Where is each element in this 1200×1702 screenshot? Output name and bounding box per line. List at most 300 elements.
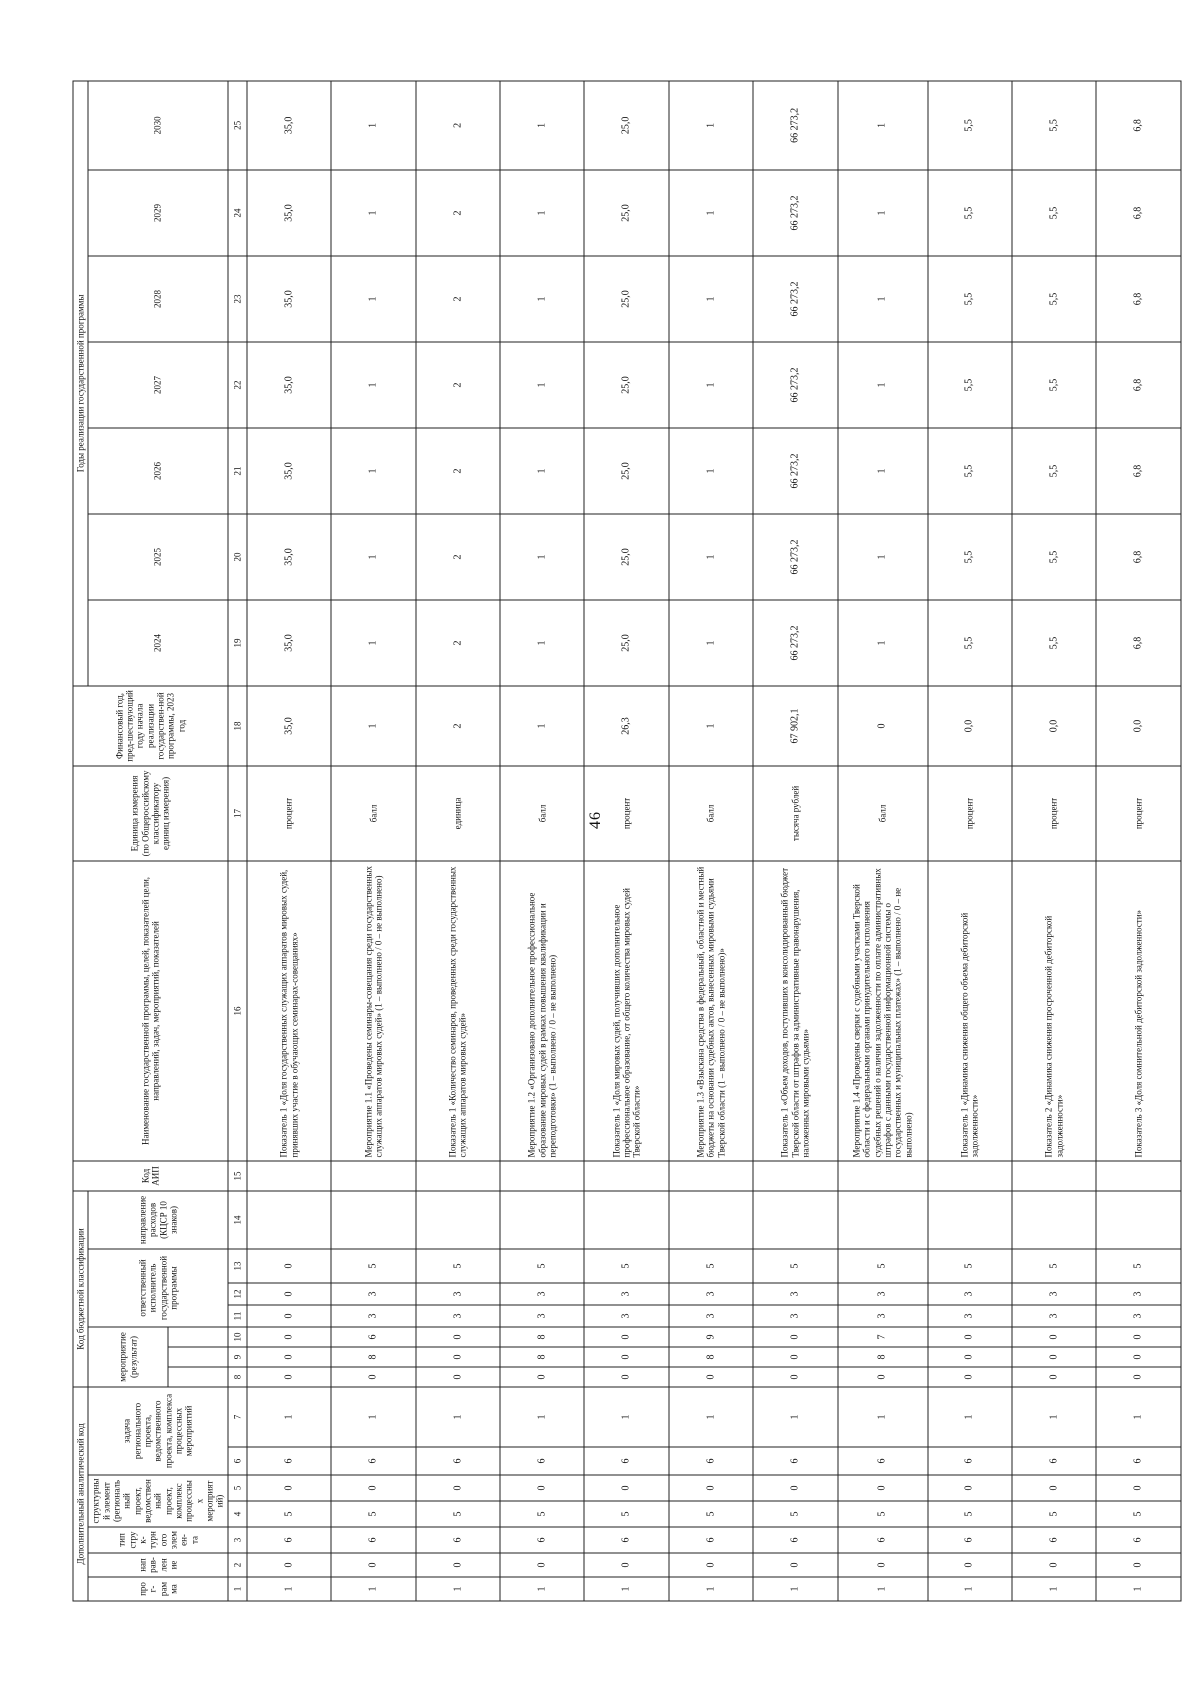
- fin-year-cell: 0,0: [1012, 685, 1096, 765]
- year-value-cell: 1: [669, 599, 753, 685]
- code-cell: 0: [1096, 1327, 1180, 1347]
- code-cell: 0: [669, 1553, 753, 1577]
- code-cell: 5: [669, 1501, 753, 1527]
- code-cell: 0: [669, 1475, 753, 1501]
- code-cell: 1: [584, 1577, 668, 1601]
- code-cell: 6: [838, 1447, 928, 1475]
- year-value-cell: 35,0: [247, 80, 331, 169]
- code-cell: 0: [753, 1553, 837, 1577]
- fin-year-cell: 1: [669, 685, 753, 765]
- code-cell: 3: [1012, 1305, 1096, 1327]
- column-number: 17: [228, 765, 247, 860]
- code-cell: 3: [500, 1283, 584, 1305]
- year-value-cell: 2: [416, 169, 500, 255]
- table-row: [928, 80, 1012, 1600]
- code-cell: 1: [500, 1577, 584, 1601]
- code-cell: 5: [416, 1249, 500, 1283]
- napr-rash-cell: [1096, 1190, 1180, 1248]
- code-cell: 3: [1012, 1283, 1096, 1305]
- year-value-cell: 6,8: [1096, 169, 1180, 255]
- indicator-name-cell: Показатель 2 «Динамика снижения просроченной дебиторской задолженности»: [1012, 860, 1096, 1160]
- table-row: [838, 80, 928, 1600]
- indicator-name-cell: Мероприятие 1.4 «Проведены сверки с судебными участками Тверской области и с федеральными органами принудительного исполнения судебных решений о наличии задолженности по оплате административных штрафов с данными государственной информационной системы о государственных и муниципальных платежах» (1 – выполнено / 0 – не выполнено): [838, 860, 928, 1160]
- napr-rash-cell: [753, 1190, 837, 1248]
- year-value-cell: 2: [416, 427, 500, 513]
- napr-rash-cell: [928, 1190, 1012, 1248]
- year-value-cell: 1: [331, 513, 415, 599]
- code-cell: 5: [416, 1501, 500, 1527]
- indicator-name-cell: Показатель 1 «Доля мировых судей, получивших дополнительное профессиональное образование, от общего количества мировых судей Тверской области»: [584, 860, 668, 1160]
- unit-cell: балл: [500, 765, 584, 860]
- code-cell: 5: [838, 1501, 928, 1527]
- code-cell: 0: [1096, 1367, 1180, 1387]
- year-value-cell: 1: [500, 513, 584, 599]
- column-number: 24: [228, 169, 247, 255]
- year-value-cell: 5,5: [1012, 255, 1096, 341]
- code-cell: 5: [500, 1249, 584, 1283]
- unit-cell: тысяча рублей: [753, 765, 837, 860]
- header-napr-rash: направление расходов (КЦСР 10 знаков): [88, 1190, 227, 1248]
- table-row: [669, 80, 753, 1600]
- code-cell: 6: [1096, 1527, 1180, 1553]
- column-number: 1: [228, 1577, 247, 1601]
- code-cell: 0: [500, 1553, 584, 1577]
- unit-cell: процент: [928, 765, 1012, 860]
- column-number: 20: [228, 513, 247, 599]
- column-number: 14: [228, 1190, 247, 1248]
- unit-cell: балл: [838, 765, 928, 860]
- year-value-cell: 1: [838, 341, 928, 427]
- year-value-cell: 1: [500, 80, 584, 169]
- code-cell: 0: [753, 1367, 837, 1387]
- year-value-cell: 5,5: [928, 255, 1012, 341]
- code-cell: 0: [584, 1327, 668, 1347]
- code-cell: 0: [753, 1347, 837, 1367]
- aip-cell: [928, 1160, 1012, 1190]
- napr-rash-cell: [584, 1190, 668, 1248]
- code-cell: 0: [584, 1475, 668, 1501]
- header-meropr: мероприятие (результат): [88, 1327, 167, 1387]
- code-cell: 8: [331, 1347, 415, 1367]
- header-budget-code: Код бюджетной классификации: [73, 1190, 88, 1386]
- year-value-cell: 66 273,2: [753, 513, 837, 599]
- code-cell: 1: [416, 1577, 500, 1601]
- year-value-cell: 66 273,2: [753, 169, 837, 255]
- year-value-cell: 1: [331, 341, 415, 427]
- column-number: 9: [228, 1347, 247, 1367]
- napr-rash-cell: [1012, 1190, 1096, 1248]
- year-value-cell: 66 273,2: [753, 255, 837, 341]
- code-cell: 6: [669, 1447, 753, 1475]
- code-cell: 0: [416, 1327, 500, 1347]
- year-value-cell: 5,5: [928, 427, 1012, 513]
- year-value-cell: 5,5: [1012, 513, 1096, 599]
- indicator-name-cell: Мероприятие 1.2 «Организовано дополнительное профессиональное образование мировых судей в рамках повышения квалификации и переподготовки» (1 – выполнено / 0 – не выполнено): [500, 860, 584, 1160]
- year-value-cell: 1: [669, 427, 753, 513]
- code-cell: 5: [669, 1249, 753, 1283]
- fin-year-cell: 67 902,1: [753, 685, 837, 765]
- code-cell: 5: [584, 1249, 668, 1283]
- column-number: 25: [228, 80, 247, 169]
- code-cell: 3: [584, 1283, 668, 1305]
- year-value-cell: 5,5: [928, 599, 1012, 685]
- code-cell: 8: [500, 1327, 584, 1347]
- header-otvet: ответственный исполнитель государственной программы: [88, 1249, 227, 1327]
- code-cell: 0: [247, 1249, 331, 1283]
- year-value-cell: 1: [500, 427, 584, 513]
- code-cell: 9: [669, 1327, 753, 1347]
- code-cell: 5: [331, 1249, 415, 1283]
- indicator-name-cell: Показатель 1 «Доля государственных служащих аппаратов мировых судей, принявших участие в обучающих семинарах-совещаниях»: [247, 860, 331, 1160]
- indicator-name-cell: Мероприятие 1.1 «Проведены семинары-совещания среди государственных служащих аппаратов мировых судей» (1 – выполнено / 0 – не выполнено): [331, 860, 415, 1160]
- table-row: [584, 80, 668, 1600]
- code-cell: 3: [1096, 1305, 1180, 1327]
- code-cell: 0: [500, 1475, 584, 1501]
- code-cell: 5: [928, 1501, 1012, 1527]
- code-cell: 0: [838, 1475, 928, 1501]
- code-cell: 0: [1096, 1475, 1180, 1501]
- year-value-cell: 1: [838, 427, 928, 513]
- column-number: 16: [228, 860, 247, 1160]
- aip-cell: [500, 1160, 584, 1190]
- year-value-cell: 35,0: [247, 341, 331, 427]
- aip-cell: [247, 1160, 331, 1190]
- code-cell: 0: [753, 1327, 837, 1347]
- header-meropr-sub-1: [168, 1367, 228, 1387]
- code-cell: 0: [1012, 1475, 1096, 1501]
- header-year-2029: 2029: [88, 169, 227, 255]
- code-cell: 6: [331, 1447, 415, 1475]
- year-value-cell: 35,0: [247, 169, 331, 255]
- header-year-2027: 2027: [88, 341, 227, 427]
- year-value-cell: 5,5: [1012, 169, 1096, 255]
- year-value-cell: 5,5: [1012, 599, 1096, 685]
- header-name: Наименование государственной программы, целей, показателей цели, направлений, задач, мероприятий, показателей: [73, 860, 228, 1160]
- code-cell: 1: [247, 1577, 331, 1601]
- column-number: 6: [228, 1447, 247, 1475]
- table-body: [247, 80, 1181, 1600]
- column-number: 7: [228, 1387, 247, 1447]
- header-year-2026: 2026: [88, 427, 227, 513]
- header-year-2025: 2025: [88, 513, 227, 599]
- year-value-cell: 1: [669, 255, 753, 341]
- code-cell: 6: [928, 1527, 1012, 1553]
- code-cell: 0: [928, 1327, 1012, 1347]
- aip-cell: [838, 1160, 928, 1190]
- fin-year-cell: 26,3: [584, 685, 668, 765]
- code-cell: 3: [1096, 1283, 1180, 1305]
- year-value-cell: 1: [500, 341, 584, 427]
- year-value-cell: 25,0: [584, 513, 668, 599]
- code-cell: 1: [331, 1577, 415, 1601]
- aip-cell: [669, 1160, 753, 1190]
- code-cell: 6: [331, 1327, 415, 1347]
- year-value-cell: 6,8: [1096, 427, 1180, 513]
- header-napravlenie: направ-ление: [88, 1553, 227, 1577]
- code-cell: 0: [1012, 1553, 1096, 1577]
- table-row: [1012, 80, 1096, 1600]
- unit-cell: балл: [669, 765, 753, 860]
- code-cell: 6: [1012, 1447, 1096, 1475]
- header-years-title: Годы реализации государственной программы: [73, 80, 88, 685]
- code-cell: 1: [1096, 1387, 1180, 1447]
- header-year-2028: 2028: [88, 255, 227, 341]
- table-row: [416, 80, 500, 1600]
- code-cell: 0: [247, 1327, 331, 1347]
- aip-cell: [331, 1160, 415, 1190]
- column-number: 10: [228, 1327, 247, 1347]
- year-value-cell: 66 273,2: [753, 599, 837, 685]
- code-cell: 1: [416, 1387, 500, 1447]
- code-cell: 8: [669, 1347, 753, 1367]
- code-cell: 6: [584, 1447, 668, 1475]
- year-value-cell: 35,0: [247, 255, 331, 341]
- year-value-cell: 1: [669, 169, 753, 255]
- program-indicators-table: [73, 80, 1182, 1601]
- code-cell: 5: [753, 1501, 837, 1527]
- code-cell: 3: [753, 1283, 837, 1305]
- year-value-cell: 2: [416, 599, 500, 685]
- code-cell: 6: [247, 1447, 331, 1475]
- year-value-cell: 1: [500, 169, 584, 255]
- year-value-cell: 1: [669, 513, 753, 599]
- code-cell: 5: [1012, 1249, 1096, 1283]
- year-value-cell: 1: [838, 80, 928, 169]
- code-cell: 6: [1096, 1447, 1180, 1475]
- unit-cell: балл: [331, 765, 415, 860]
- code-cell: 1: [669, 1577, 753, 1601]
- year-value-cell: 1: [500, 599, 584, 685]
- column-number: 18: [228, 685, 247, 765]
- code-cell: 8: [500, 1347, 584, 1367]
- code-cell: 1: [753, 1577, 837, 1601]
- code-cell: 6: [753, 1447, 837, 1475]
- code-cell: 0: [247, 1367, 331, 1387]
- header-zadacha: задача регионального проекта, ведомственного проекта, комплекса процессных мероприятий: [88, 1387, 227, 1475]
- code-cell: 1: [669, 1387, 753, 1447]
- unit-cell: единица: [416, 765, 500, 860]
- column-number: 5: [228, 1475, 247, 1501]
- header-year-2024: 2024: [88, 599, 227, 685]
- year-value-cell: 66 273,2: [753, 80, 837, 169]
- code-cell: 6: [838, 1527, 928, 1553]
- code-cell: 1: [838, 1387, 928, 1447]
- code-cell: 0: [331, 1367, 415, 1387]
- column-number: 15: [228, 1160, 247, 1190]
- fin-year-cell: 35,0: [247, 685, 331, 765]
- aip-cell: [753, 1160, 837, 1190]
- code-cell: 0: [669, 1367, 753, 1387]
- table-row: [331, 80, 415, 1600]
- napr-rash-cell: [247, 1190, 331, 1248]
- rotated-table-wrapper: [73, 101, 1144, 1601]
- code-cell: 3: [669, 1283, 753, 1305]
- code-cell: 6: [500, 1527, 584, 1553]
- code-cell: 1: [928, 1577, 1012, 1601]
- code-cell: 0: [838, 1553, 928, 1577]
- column-number: 22: [228, 341, 247, 427]
- year-value-cell: 25,0: [584, 599, 668, 685]
- code-cell: 0: [838, 1367, 928, 1387]
- year-value-cell: 1: [838, 255, 928, 341]
- year-value-cell: 1: [500, 255, 584, 341]
- code-cell: 6: [247, 1527, 331, 1553]
- header-aip: Код АИП: [73, 1160, 228, 1190]
- napr-rash-cell: [838, 1190, 928, 1248]
- year-value-cell: 25,0: [584, 169, 668, 255]
- header-row-1: [73, 80, 88, 1600]
- year-value-cell: 6,8: [1096, 80, 1180, 169]
- code-cell: 1: [584, 1387, 668, 1447]
- year-value-cell: 25,0: [584, 427, 668, 513]
- year-value-cell: 2: [416, 341, 500, 427]
- header-programma: прог-рамма: [88, 1577, 227, 1601]
- indicator-name-cell: Показатель 1 «Динамика снижения общего объема дебиторской задолженности»: [928, 860, 1012, 1160]
- code-cell: 5: [1012, 1501, 1096, 1527]
- aip-cell: [416, 1160, 500, 1190]
- code-cell: 0: [584, 1347, 668, 1367]
- year-value-cell: 6,8: [1096, 513, 1180, 599]
- code-cell: 1: [500, 1387, 584, 1447]
- page-number: 46: [587, 811, 604, 829]
- table-row: [753, 80, 837, 1600]
- fin-year-cell: 1: [500, 685, 584, 765]
- fin-year-cell: 2: [416, 685, 500, 765]
- code-cell: 6: [331, 1527, 415, 1553]
- code-cell: 3: [753, 1305, 837, 1327]
- code-cell: 0: [928, 1347, 1012, 1367]
- code-cell: 6: [500, 1447, 584, 1475]
- code-cell: 0: [331, 1553, 415, 1577]
- code-cell: 7: [838, 1327, 928, 1347]
- header-dop-code: Дополнительный аналитический код: [73, 1387, 88, 1601]
- code-cell: 0: [584, 1553, 668, 1577]
- code-cell: 1: [838, 1577, 928, 1601]
- code-cell: 3: [669, 1305, 753, 1327]
- table-row: [500, 80, 584, 1600]
- fin-year-cell: 0,0: [1096, 685, 1180, 765]
- code-cell: 0: [928, 1367, 1012, 1387]
- year-value-cell: 6,8: [1096, 341, 1180, 427]
- header-meropr-sub-2: [168, 1347, 228, 1367]
- table-row: [1096, 80, 1180, 1600]
- column-number: 4: [228, 1501, 247, 1527]
- unit-cell: процент: [1096, 765, 1180, 860]
- year-value-cell: 2: [416, 80, 500, 169]
- code-cell: 0: [928, 1553, 1012, 1577]
- column-number: 2: [228, 1553, 247, 1577]
- code-cell: 1: [1096, 1577, 1180, 1601]
- code-cell: 3: [331, 1283, 415, 1305]
- year-value-cell: 5,5: [1012, 341, 1096, 427]
- year-value-cell: 6,8: [1096, 599, 1180, 685]
- aip-cell: [584, 1160, 668, 1190]
- year-value-cell: 1: [838, 513, 928, 599]
- year-value-cell: 1: [838, 169, 928, 255]
- aip-cell: [1096, 1160, 1180, 1190]
- code-cell: 1: [928, 1387, 1012, 1447]
- code-cell: 5: [928, 1249, 1012, 1283]
- code-cell: 0: [247, 1283, 331, 1305]
- code-cell: 0: [1096, 1553, 1180, 1577]
- year-value-cell: 35,0: [247, 599, 331, 685]
- code-cell: 3: [928, 1283, 1012, 1305]
- code-cell: 6: [669, 1527, 753, 1553]
- code-cell: 0: [331, 1475, 415, 1501]
- code-cell: 1: [1012, 1387, 1096, 1447]
- header-unit: Единица измерения (по Общероссийскому классификатору единиц измерения): [73, 765, 228, 860]
- column-number: 3: [228, 1527, 247, 1553]
- table-row: [247, 80, 331, 1600]
- indicator-name-cell: Мероприятие 1.3 «Взыскана средства в федеральный, областной и местный бюджеты на основании судебных актов, вынесенных мировыми судьями Тверской области (1 – выполнено / 0 – не выполнено)»: [669, 860, 753, 1160]
- napr-rash-cell: [669, 1190, 753, 1248]
- year-value-cell: 5,5: [928, 80, 1012, 169]
- code-cell: 0: [416, 1475, 500, 1501]
- code-cell: 3: [416, 1305, 500, 1327]
- code-cell: 0: [753, 1475, 837, 1501]
- code-cell: 1: [331, 1387, 415, 1447]
- code-cell: 5: [1096, 1501, 1180, 1527]
- header-meropr-sub-3: [168, 1327, 228, 1347]
- code-cell: 0: [1012, 1327, 1096, 1347]
- code-cell: 3: [500, 1305, 584, 1327]
- unit-cell: процент: [1012, 765, 1096, 860]
- code-cell: 6: [584, 1527, 668, 1553]
- year-value-cell: 1: [838, 599, 928, 685]
- aip-cell: [1012, 1160, 1096, 1190]
- column-number: 13: [228, 1249, 247, 1283]
- code-cell: 3: [928, 1305, 1012, 1327]
- year-value-cell: 5,5: [928, 169, 1012, 255]
- indicator-name-cell: Показатель 3 «Доля сомнительной дебиторской задолженности»: [1096, 860, 1180, 1160]
- code-cell: 1: [1012, 1577, 1096, 1601]
- column-number: 23: [228, 255, 247, 341]
- code-cell: 0: [584, 1367, 668, 1387]
- year-value-cell: 66 273,2: [753, 341, 837, 427]
- year-value-cell: 1: [331, 255, 415, 341]
- code-cell: 0: [1012, 1367, 1096, 1387]
- year-value-cell: 25,0: [584, 80, 668, 169]
- header-struktur: структурный элемент (региональный проект, ведомственный проект, комплекс процессных мероприятий): [88, 1475, 227, 1527]
- year-value-cell: 6,8: [1096, 255, 1180, 341]
- code-cell: 0: [247, 1475, 331, 1501]
- header-tip: тип струк-турного элемен-та: [88, 1527, 227, 1553]
- code-cell: 3: [416, 1283, 500, 1305]
- year-value-cell: 35,0: [247, 513, 331, 599]
- code-cell: 0: [928, 1475, 1012, 1501]
- column-number: 11: [228, 1305, 247, 1327]
- year-value-cell: 1: [669, 80, 753, 169]
- code-cell: 5: [247, 1501, 331, 1527]
- code-cell: 0: [416, 1367, 500, 1387]
- code-cell: 5: [584, 1501, 668, 1527]
- fin-year-cell: 0,0: [928, 685, 1012, 765]
- code-cell: 0: [416, 1553, 500, 1577]
- code-cell: 0: [247, 1347, 331, 1367]
- napr-rash-cell: [331, 1190, 415, 1248]
- year-value-cell: 5,5: [1012, 80, 1096, 169]
- year-value-cell: 25,0: [584, 255, 668, 341]
- column-number-row: [228, 80, 247, 1600]
- year-value-cell: 1: [669, 341, 753, 427]
- column-number: 19: [228, 599, 247, 685]
- code-cell: 1: [753, 1387, 837, 1447]
- napr-rash-cell: [416, 1190, 500, 1248]
- code-cell: 0: [416, 1347, 500, 1367]
- code-cell: 3: [584, 1305, 668, 1327]
- code-cell: 6: [928, 1447, 1012, 1475]
- year-value-cell: 35,0: [247, 427, 331, 513]
